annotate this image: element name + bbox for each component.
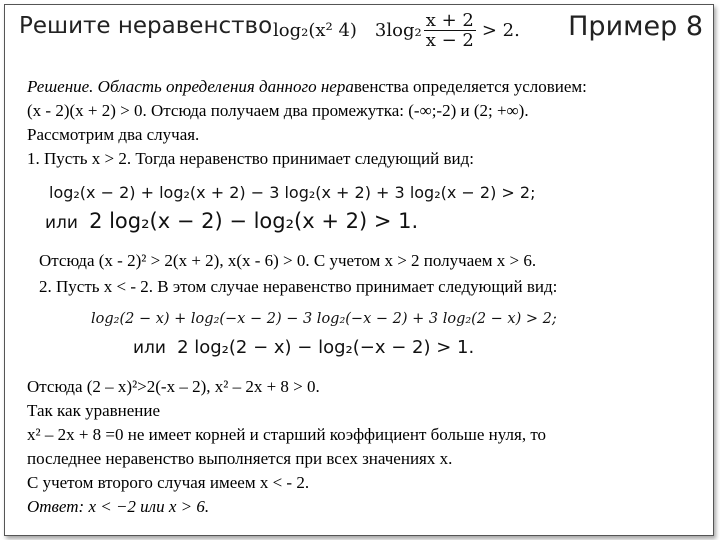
problem-coef: 3log₂ <box>374 20 422 41</box>
solution-line-4: 1. Пусть x > 2. Тогда неравенство принимает следующий вид: <box>27 149 474 168</box>
solution-line-1 <box>27 77 587 97</box>
problem-left: log₂(x² 4) <box>273 20 357 41</box>
solution-line-7: Отсюда (2 – x)²>2(-x – 2), x² – 2x + 8 > 0. <box>27 377 320 396</box>
equation-4-row <box>133 337 474 358</box>
equation-4-or: или <box>133 338 166 358</box>
equation-2-row <box>45 209 418 233</box>
solution-intro-rest: венства определяется условием: <box>353 77 587 96</box>
problem-denominator: x − 2 <box>425 30 474 51</box>
slide <box>4 4 714 536</box>
equation-1: log₂(x − 2) + log₂(x + 2) − 3 log₂(x + 2) + 3 log₂(x − 2) > 2; <box>49 183 536 202</box>
solution-line-11: С учетом второго случая имеем x < - 2. <box>27 473 310 492</box>
solution-line-9: x² – 2x + 8 =0 не имеет корней и старший коэффициент больше нуля, то <box>27 425 547 444</box>
example-label: Пример 8 <box>568 11 703 42</box>
solution-line-3: Рассмотрим два случая. <box>27 125 200 144</box>
solution-line-6: 2. Пусть x < - 2. В этом случае неравенство принимает следующий вид: <box>39 277 558 296</box>
answer-line: Ответ: x < −2 или x > 6. <box>27 497 210 516</box>
slide-title: Решите неравенство <box>19 13 273 39</box>
equation-2-or: или <box>45 213 78 233</box>
solution-line-10: последнее неравенство выполняется при всех значениях x. <box>27 449 453 468</box>
equation-4: 2 log₂(2 − x) − log₂(−x − 2) > 1. <box>177 337 475 358</box>
solution-intro: Решение. Область определения данного нера <box>27 77 354 96</box>
problem-fraction <box>424 11 476 50</box>
problem-statement <box>273 11 520 50</box>
solution-line-2: (x - 2)(x + 2) > 0. Отсюда получаем два промежутка: (-∞;-2) и (2; +∞). <box>27 101 529 120</box>
equation-3: log₂(2 − x) + log₂(−x − 2) − 3 log₂(−x − 2) + 3 log₂(2 − x) > 2; <box>91 311 557 327</box>
solution-line-5: Отсюда (x - 2)² > 2(x + 2), x(x - 6) > 0. С учетом x > 2 получаем x > 6. <box>39 251 537 270</box>
equation-2: 2 log₂(x − 2) − log₂(x + 2) > 1. <box>89 209 419 233</box>
problem-right: > 2. <box>481 20 520 41</box>
solution-line-8: Так как уравнение <box>27 401 161 420</box>
problem-numerator: x + 2 <box>425 10 474 31</box>
